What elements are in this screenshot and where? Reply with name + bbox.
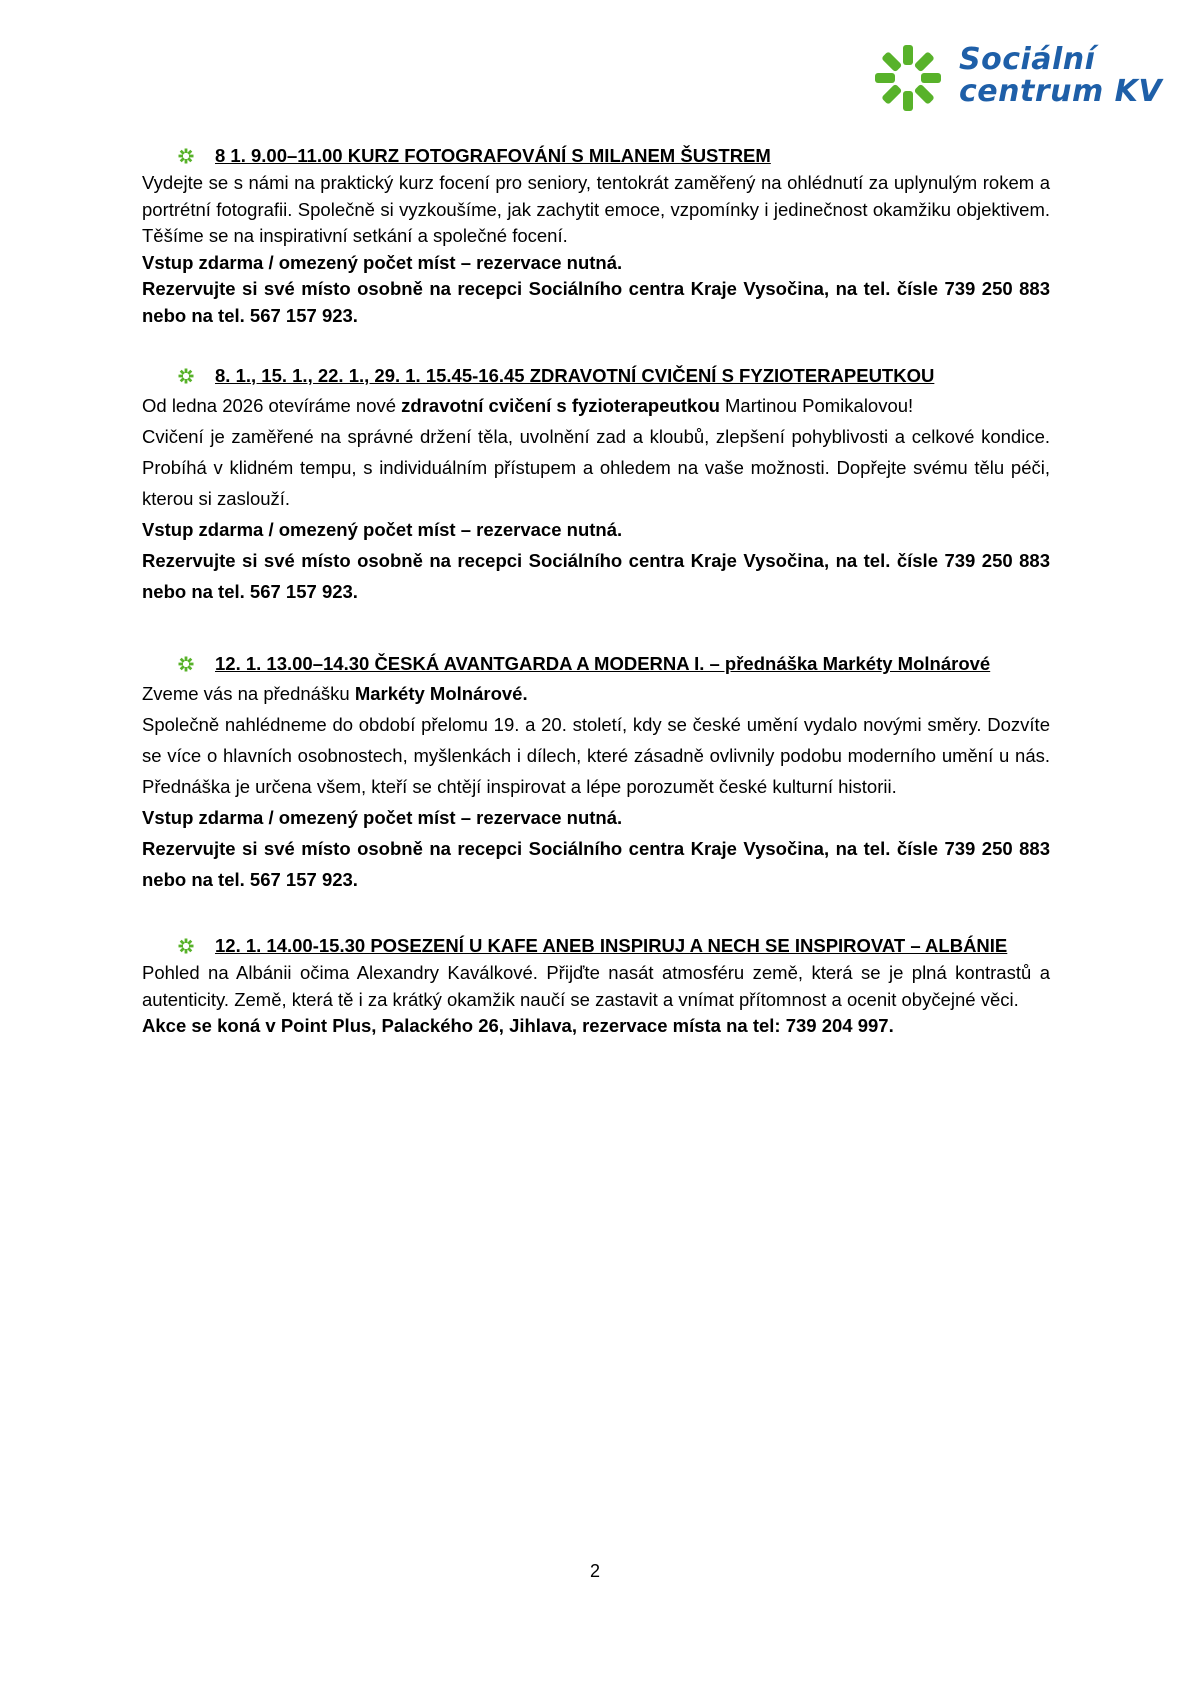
event-heading-text: 8. 1., 15. 1., 22. 1., 29. 1. 15.45-16.45 ZDRAVOTNÍ CVIČENÍ S FYZIOTERAPEUTKOU xyxy=(215,365,935,386)
flower-logo-icon xyxy=(873,43,943,113)
event-intro-text: Od ledna 2026 otevíráme nové xyxy=(142,395,402,416)
event-intro-bold: Markéty Molnárové. xyxy=(354,683,528,704)
event-section xyxy=(142,932,1050,1040)
event-intro-text: Zveme vás na přednášku xyxy=(142,683,355,704)
logo-text xyxy=(959,44,1162,108)
organization-logo xyxy=(873,38,1173,118)
event-location: Akce se koná v Point Plus, Palackého 26, Jihlava, rezervace místa na tel: 739 204 997. xyxy=(142,1015,894,1036)
green-flower-bullet-icon xyxy=(178,938,194,954)
event-heading-text: 12. 1. 13.00–14.30 ČESKÁ AVANTGARDA A MODERNA I. – přednáška Markéty Molnárové xyxy=(215,653,991,674)
event-reservation: Rezervujte si své místo osobně na recepci Sociálního centra Kraje Vysočina, na tel. čísle 739 250 883 nebo na tel. 567 157 923. xyxy=(142,838,1050,890)
event-section xyxy=(142,362,1050,607)
event-entry-note: Vstup zdarma / omezený počet míst – rezervace nutná. xyxy=(142,251,623,273)
event-description: Vydejte se s námi na praktický kurz focení pro seniory, tentokrát zaměřený na ohlédnutí za uplynulým rokem a portrétní fotografii. Společně si vyzkoušíme, jak zachytit emoce, vzpomínky i jedinečnost okamžiku objektivem. Těšíme se na inspirativní setkání a společné focení. xyxy=(142,172,1050,246)
logo-line-2: centrum KV xyxy=(959,74,1163,109)
green-flower-bullet-icon xyxy=(178,148,194,164)
event-reservation: Rezervujte si své místo osobně na recepci Sociálního centra Kraje Vysočina, na tel. čísle 739 250 883 nebo na tel. 567 157 923. xyxy=(142,278,1050,326)
event-description: Společně nahlédneme do období přelomu 19. a 20. století, kdy se české umění vydalo novými směry. Dozvíte se více o hlavních osobnostech, myšlenkách i dílech, které zásadně ovlivnily podobu moderního umění u nás. Přednáška je určena všem, kteří se chtějí inspirovat a lépe porozumět české kulturní historii. xyxy=(142,714,1050,797)
event-list xyxy=(142,142,1050,1040)
event-intro-bold: zdravotní cvičení s fyzioterapeutkou xyxy=(401,395,720,416)
page-number: 2 xyxy=(589,1561,600,1581)
event-description: Pohled na Albánii očima Alexandry Kaválkové. Přijďte nasát atmosféru země, která se je plná kontrastů a autenticity. Země, která tě i za krátký okamžik naučí se zastavit a vnímat přítomnost a ocenit obyčejné věci. xyxy=(142,962,1050,1010)
event-section xyxy=(142,650,1050,895)
event-intro xyxy=(142,390,1050,421)
event-description: Cvičení je zaměřené na správné držení těla, uvolnění zad a kloubů, zlepšení pohyblivosti a celkové kondice. Probíhá v klidném tempu, s individuálním přístupem a ohledem na vaše možnosti. Dopřejte svému tělu péči, kterou si zaslouží. xyxy=(142,426,1050,509)
event-entry-note: Vstup zdarma / omezený počet míst – rezervace nutná. xyxy=(142,807,623,828)
event-intro-text-end: Martinou Pomikalovou! xyxy=(719,395,914,416)
event-entry-note: Vstup zdarma / omezený počet míst – rezervace nutná. xyxy=(142,519,623,540)
event-section xyxy=(142,142,1050,329)
event-heading xyxy=(142,142,1050,170)
event-heading-text: 12. 1. 14.00-15.30 POSEZENÍ U KAFE ANEB INSPIRUJ A NECH SE INSPIROVAT – ALBÁNIE xyxy=(215,935,1008,956)
event-intro xyxy=(142,678,1050,709)
green-flower-bullet-icon xyxy=(178,656,194,672)
event-heading xyxy=(142,362,1050,390)
event-heading xyxy=(142,932,1050,960)
logo-line-1: Sociální xyxy=(959,42,1096,77)
event-heading xyxy=(142,650,1050,678)
green-flower-bullet-icon xyxy=(178,368,194,384)
event-heading-text: 8 1. 9.00–11.00 KURZ FOTOGRAFOVÁNÍ S MILANEM ŠUSTREM xyxy=(215,145,771,166)
event-reservation: Rezervujte si své místo osobně na recepci Sociálního centra Kraje Vysočina, na tel. čísle 739 250 883 nebo na tel. 567 157 923. xyxy=(142,550,1050,602)
